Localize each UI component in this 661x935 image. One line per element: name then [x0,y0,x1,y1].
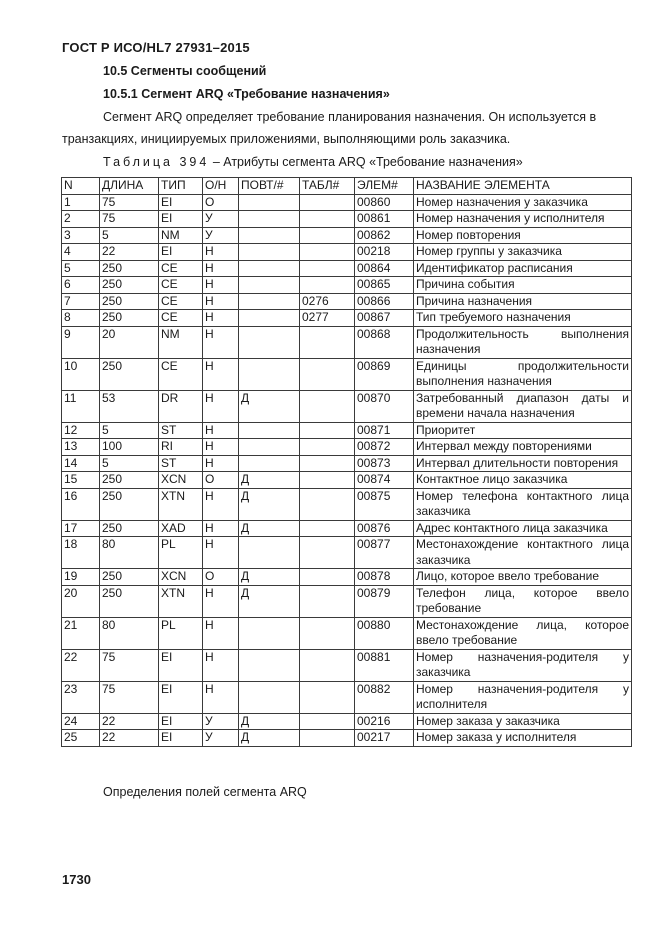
document-header: ГОСТ Р ИСО/HL7 27931–2015 [62,40,250,55]
cell-length: 250 [100,358,159,390]
cell-opt: Н [203,310,239,327]
cell-table-num [300,730,355,747]
cell-table-num [300,617,355,649]
cell-n: 2 [62,211,100,228]
field-definitions-heading: Определения полей сегмента ARQ [103,785,307,799]
cell-length: 250 [100,293,159,310]
cell-n: 10 [62,358,100,390]
cell-type: EI [159,211,203,228]
cell-n: 22 [62,649,100,681]
column-header-opt: О/Н [203,178,239,195]
cell-n: 17 [62,520,100,537]
cell-opt: Н [203,439,239,456]
cell-element-name: Номер телефона контактного лица заказчика [414,488,632,520]
cell-opt: О [203,472,239,489]
table-row [62,358,632,390]
table-body [62,194,632,746]
table-row [62,244,632,261]
cell-rep [239,277,300,294]
table-row [62,227,632,244]
cell-element-name: Номер назначения-родителя у заказчика [414,649,632,681]
cell-length: 20 [100,326,159,358]
column-header-n: N [62,178,100,195]
cell-element-num: 00870 [355,390,414,422]
cell-opt: У [203,730,239,747]
intro-paragraph-line-1: Сегмент ARQ определяет требование планирования назначения. Он используется в [103,110,597,124]
table-row [62,455,632,472]
cell-element-name: Интервал между повторениями [414,439,632,456]
cell-element-name: Тип требуемого назначения [414,310,632,327]
cell-rep [239,310,300,327]
cell-element-name: Лицо, которое ввело требование [414,569,632,586]
cell-length: 75 [100,681,159,713]
cell-n: 11 [62,390,100,422]
cell-rep [239,194,300,211]
cell-element-name: Номер повторения [414,227,632,244]
cell-element-name: Контактное лицо заказчика [414,472,632,489]
cell-table-num [300,244,355,261]
cell-rep [239,227,300,244]
cell-element-num: 00217 [355,730,414,747]
cell-type: CE [159,358,203,390]
cell-element-num: 00873 [355,455,414,472]
section-title: 10.5 Сегменты сообщений [103,64,267,78]
cell-element-num: 00882 [355,681,414,713]
cell-table-num: 0276 [300,293,355,310]
cell-type: EI [159,713,203,730]
cell-rep [239,617,300,649]
cell-type: ST [159,455,203,472]
cell-length: 250 [100,520,159,537]
cell-rep [239,211,300,228]
cell-rep [239,439,300,456]
cell-element-num: 00862 [355,227,414,244]
cell-n: 6 [62,277,100,294]
cell-n: 3 [62,227,100,244]
cell-element-num: 00869 [355,358,414,390]
table-row [62,488,632,520]
cell-length: 80 [100,537,159,569]
cell-opt: Н [203,585,239,617]
cell-length: 22 [100,730,159,747]
cell-element-name: Номер назначения у заказчика [414,194,632,211]
cell-length: 100 [100,439,159,456]
table-row [62,211,632,228]
cell-rep [239,681,300,713]
cell-table-num [300,358,355,390]
cell-n: 14 [62,455,100,472]
cell-length: 250 [100,472,159,489]
cell-opt: О [203,194,239,211]
table-row [62,649,632,681]
cell-element-name: Адрес контактного лица заказчика [414,520,632,537]
cell-element-num: 00874 [355,472,414,489]
cell-table-num [300,211,355,228]
cell-table-num [300,520,355,537]
cell-opt: Н [203,326,239,358]
table-row [62,260,632,277]
cell-opt: Н [203,277,239,294]
cell-n: 23 [62,681,100,713]
cell-rep: Д [239,488,300,520]
cell-type: EI [159,681,203,713]
cell-opt: Н [203,488,239,520]
cell-table-num: 0277 [300,310,355,327]
table-row [62,472,632,489]
cell-rep [239,326,300,358]
cell-n: 5 [62,260,100,277]
cell-opt: Н [203,260,239,277]
cell-element-name: Причина события [414,277,632,294]
cell-element-num: 00880 [355,617,414,649]
cell-opt: У [203,227,239,244]
cell-opt: Н [203,358,239,390]
cell-element-num: 00879 [355,585,414,617]
cell-element-name: Номер заказа у исполнителя [414,730,632,747]
cell-type: EI [159,649,203,681]
cell-length: 250 [100,569,159,586]
cell-length: 22 [100,244,159,261]
table-row [62,194,632,211]
cell-element-name: Причина назначения [414,293,632,310]
column-header-length: ДЛИНА [100,178,159,195]
cell-type: CE [159,293,203,310]
cell-length: 250 [100,488,159,520]
table-caption-label: Таблица 394 [103,155,210,169]
table-row [62,537,632,569]
cell-element-name: Местонахождение контактного лица заказчика [414,537,632,569]
cell-length: 5 [100,227,159,244]
cell-element-name: Номер назначения-родителя у исполнителя [414,681,632,713]
page-number: 1730 [62,872,91,887]
cell-element-num: 00872 [355,439,414,456]
cell-table-num [300,194,355,211]
cell-rep [239,649,300,681]
cell-rep: Д [239,520,300,537]
cell-element-name: Местонахождение лица, которое ввело требование [414,617,632,649]
cell-opt: О [203,569,239,586]
cell-rep [239,422,300,439]
cell-n: 19 [62,569,100,586]
column-header-element-name: НАЗВАНИЕ ЭЛЕМЕНТА [414,178,632,195]
cell-n: 9 [62,326,100,358]
cell-element-num: 00871 [355,422,414,439]
cell-n: 8 [62,310,100,327]
cell-table-num [300,326,355,358]
cell-type: XAD [159,520,203,537]
column-header-element-num: ЭЛЕМ# [355,178,414,195]
cell-n: 15 [62,472,100,489]
cell-type: NM [159,227,203,244]
cell-element-num: 00861 [355,211,414,228]
table-header-row [62,178,632,195]
cell-element-num: 00865 [355,277,414,294]
cell-table-num [300,649,355,681]
cell-table-num [300,585,355,617]
cell-rep: Д [239,472,300,489]
cell-rep: Д [239,585,300,617]
cell-type: XCN [159,472,203,489]
cell-table-num [300,472,355,489]
cell-element-name: Затребованный диапазон даты и времени начала назначения [414,390,632,422]
cell-type: RI [159,439,203,456]
cell-element-num: 00868 [355,326,414,358]
cell-element-name: Номер назначения у исполнителя [414,211,632,228]
cell-table-num [300,260,355,277]
cell-table-num [300,681,355,713]
cell-opt: Н [203,293,239,310]
table-row [62,713,632,730]
cell-element-num: 00876 [355,520,414,537]
table-row [62,277,632,294]
cell-opt: Н [203,244,239,261]
cell-table-num [300,569,355,586]
table-row [62,326,632,358]
cell-opt: У [203,211,239,228]
cell-table-num [300,713,355,730]
table-caption-text: – Атрибуты сегмента ARQ «Требование назначения» [212,155,523,169]
cell-opt: Н [203,455,239,472]
cell-n: 4 [62,244,100,261]
cell-element-name: Номер заказа у заказчика [414,713,632,730]
cell-element-name: Продолжительность выполнения назначения [414,326,632,358]
cell-opt: Н [203,537,239,569]
cell-n: 16 [62,488,100,520]
cell-type: XTN [159,585,203,617]
cell-opt: Н [203,681,239,713]
cell-type: EI [159,730,203,747]
cell-element-num: 00218 [355,244,414,261]
table-row [62,520,632,537]
intro-paragraph-line-2: транзакциях, инициируемых приложениями, выполняющими роль заказчика. [62,132,511,146]
column-header-table-num: ТАБЛ# [300,178,355,195]
cell-length: 250 [100,260,159,277]
cell-element-name: Интервал длительности повторения [414,455,632,472]
cell-type: ST [159,422,203,439]
cell-type: PL [159,617,203,649]
cell-table-num [300,439,355,456]
table-row [62,585,632,617]
table-row [62,730,632,747]
cell-type: EI [159,244,203,261]
cell-table-num [300,227,355,244]
cell-element-num: 00864 [355,260,414,277]
cell-length: 75 [100,649,159,681]
cell-table-num [300,537,355,569]
cell-rep [239,537,300,569]
cell-rep: Д [239,569,300,586]
cell-length: 250 [100,277,159,294]
cell-opt: У [203,713,239,730]
cell-opt: Н [203,649,239,681]
cell-element-name: Идентификатор расписания [414,260,632,277]
cell-type: CE [159,260,203,277]
cell-rep [239,244,300,261]
cell-length: 250 [100,585,159,617]
cell-type: CE [159,277,203,294]
cell-type: DR [159,390,203,422]
cell-length: 5 [100,455,159,472]
table-row [62,390,632,422]
cell-n: 1 [62,194,100,211]
subsection-title: 10.5.1 Сегмент ARQ «Требование назначения» [103,87,390,101]
cell-n: 12 [62,422,100,439]
cell-n: 13 [62,439,100,456]
cell-n: 21 [62,617,100,649]
table-row [62,439,632,456]
cell-table-num [300,455,355,472]
cell-opt: Н [203,617,239,649]
cell-n: 25 [62,730,100,747]
cell-type: XCN [159,569,203,586]
cell-type: NM [159,326,203,358]
cell-element-name: Приоритет [414,422,632,439]
cell-rep: Д [239,390,300,422]
cell-type: CE [159,310,203,327]
cell-length: 75 [100,211,159,228]
column-header-rep: ПОВТ/# [239,178,300,195]
cell-n: 24 [62,713,100,730]
cell-rep [239,455,300,472]
table-row [62,310,632,327]
cell-element-name: Телефон лица, которое ввело требование [414,585,632,617]
table-row [62,293,632,310]
cell-rep: Д [239,730,300,747]
cell-n: 20 [62,585,100,617]
cell-table-num [300,277,355,294]
cell-length: 75 [100,194,159,211]
cell-table-num [300,390,355,422]
cell-rep [239,260,300,277]
cell-element-num: 00875 [355,488,414,520]
cell-element-name: Единицы продолжительности выполнения назначения [414,358,632,390]
column-header-type: ТИП [159,178,203,195]
attributes-table [61,177,632,747]
cell-table-num [300,488,355,520]
cell-element-num: 00867 [355,310,414,327]
cell-length: 250 [100,310,159,327]
cell-element-num: 00878 [355,569,414,586]
table-row [62,617,632,649]
cell-length: 22 [100,713,159,730]
cell-table-num [300,422,355,439]
cell-element-num: 00881 [355,649,414,681]
table-row [62,569,632,586]
cell-type: EI [159,194,203,211]
cell-element-num: 00216 [355,713,414,730]
cell-element-num: 00866 [355,293,414,310]
table-caption [103,155,523,169]
cell-opt: Н [203,422,239,439]
cell-element-name: Номер группы у заказчика [414,244,632,261]
table-row [62,422,632,439]
cell-element-num: 00860 [355,194,414,211]
cell-rep [239,358,300,390]
cell-rep [239,293,300,310]
cell-length: 5 [100,422,159,439]
cell-type: PL [159,537,203,569]
cell-opt: Н [203,520,239,537]
cell-rep: Д [239,713,300,730]
cell-length: 80 [100,617,159,649]
cell-n: 18 [62,537,100,569]
cell-length: 53 [100,390,159,422]
table-row [62,681,632,713]
cell-element-num: 00877 [355,537,414,569]
cell-n: 7 [62,293,100,310]
cell-type: XTN [159,488,203,520]
cell-opt: Н [203,390,239,422]
